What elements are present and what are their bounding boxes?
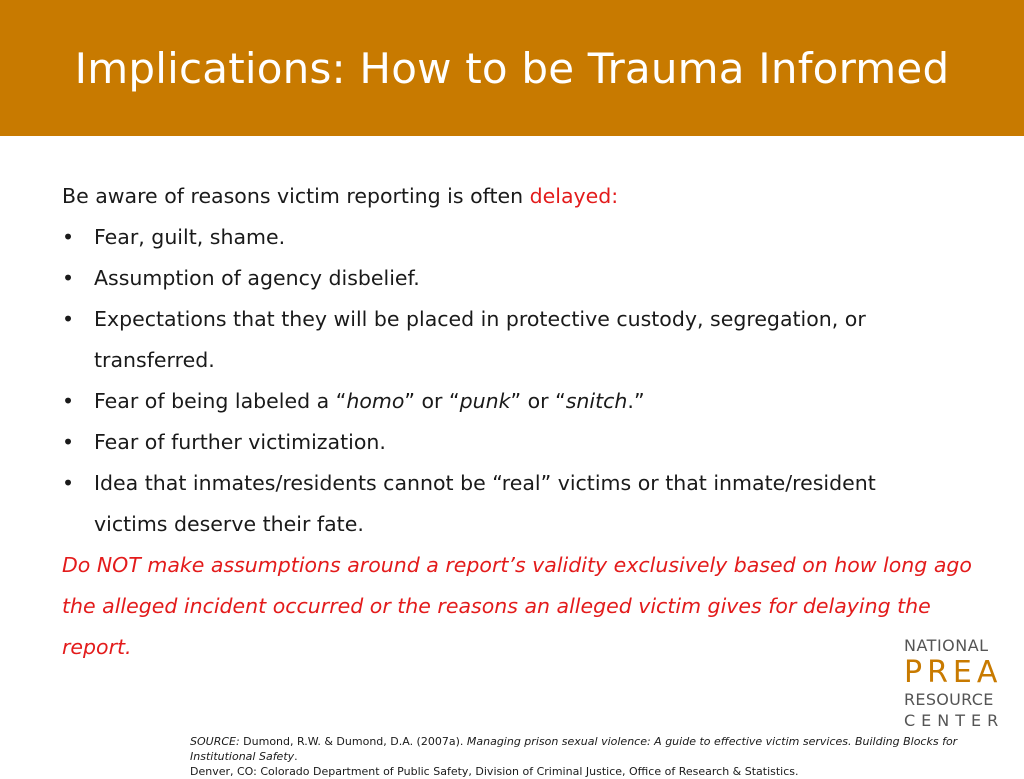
bullet-text: Fear, guilt, shame. — [94, 225, 286, 249]
warning-note-line: the alleged incident occurred or the reasons an alleged victim gives for delaying the — [62, 594, 931, 618]
bullet-dot: • — [62, 225, 75, 249]
bullet-item — [62, 299, 962, 340]
bullet-dot: • — [62, 307, 75, 331]
bullet-dot: • — [62, 389, 75, 413]
slide-title: Implications: How to be Trauma Informed — [74, 43, 950, 93]
bullet-text: Fear of further victimization. — [94, 430, 386, 454]
bullet-text: victims deserve their fate. — [94, 512, 364, 536]
source-citation — [190, 734, 1010, 779]
citation-line-1: SOURCE: Dumond, R.W. & Dumond, D.A. (2007a). Managing prison sexual violence: A guide to effective victim services. Building Blocks for Institutional Safety. — [190, 735, 958, 763]
logo-prea: PREA — [904, 655, 1003, 690]
bullet-text: transferred. — [94, 348, 215, 372]
bullet-item — [62, 217, 962, 258]
warning-note-line: report. — [62, 635, 132, 659]
bullet-dot: • — [62, 471, 75, 495]
intro-highlight: delayed: — [529, 184, 619, 208]
source-label: SOURCE: — [190, 735, 240, 748]
bullet-text: Fear of being labeled a “homo” or “punk” or “snitch.” — [94, 389, 645, 413]
prea-logo — [904, 636, 1004, 732]
bullet-continuation — [62, 340, 962, 381]
logo-national: NATIONAL — [904, 636, 989, 655]
logo-center: CENTER — [904, 711, 1005, 730]
logo-resource: RESOURCE — [904, 690, 994, 709]
title-banner — [0, 0, 1024, 136]
bullet-text: Idea that inmates/residents cannot be “real” victims or that inmate/resident — [94, 471, 876, 495]
bullet-dot: • — [62, 266, 75, 290]
term-homo: homo — [346, 389, 405, 413]
bullet-dot: • — [62, 430, 75, 454]
term-punk: punk — [459, 389, 511, 413]
slide-body — [62, 176, 972, 668]
intro-line — [62, 176, 962, 217]
bullet-item — [62, 258, 962, 299]
warning-note-line: Do NOT make assumptions around a report’s validity exclusively based on how long ago — [62, 553, 972, 577]
bullet-item — [62, 463, 962, 504]
citation-line-2: Denver, CO: Colorado Department of Public Safety, Division of Criminal Justice, Office of Research & Statistics. — [190, 765, 799, 778]
bullet-item — [62, 422, 962, 463]
intro-text: Be aware of reasons victim reporting is often — [62, 184, 530, 208]
bullet-text: Assumption of agency disbelief. — [94, 266, 420, 290]
bullet-item — [62, 381, 962, 422]
source-book-title: Managing prison sexual violence: A guide to effective victim services. Building Blocks for Institutional Safety — [190, 735, 958, 763]
source-authors: Dumond, R.W. & Dumond, D.A. (2007a). — [239, 735, 467, 748]
bullet-text: Expectations that they will be placed in protective custody, segregation, or — [94, 307, 866, 331]
term-snitch: snitch — [565, 389, 628, 413]
bullet-continuation — [62, 504, 962, 545]
